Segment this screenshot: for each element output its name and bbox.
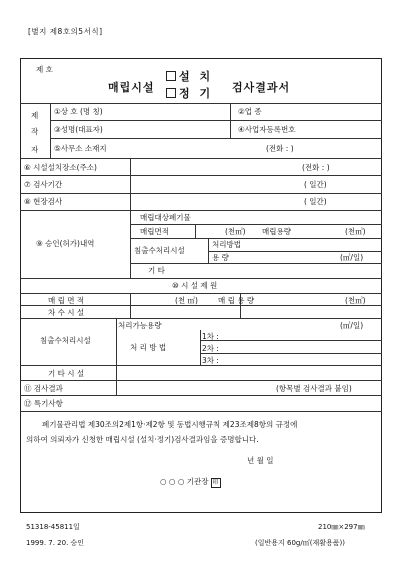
official-seal-icon: 印: [212, 479, 219, 486]
section-label-applicant-2: 작: [31, 127, 39, 136]
label-inspection-result-note: (항목별 검사결과 붙임): [276, 384, 352, 393]
issuer-signature: ○ ○ ○ 기관장 印: [160, 477, 219, 486]
field-inspection-period-days: ( 일간): [304, 180, 327, 189]
field-install-location-phone: (전화 : ): [302, 163, 330, 172]
form-label: [별지 제8호의5서식]: [28, 27, 103, 36]
label-treatable-unit: (㎥/일): [340, 321, 364, 330]
certification-date: 년 월 일: [247, 456, 274, 465]
field-business-type: ②업 종: [238, 107, 262, 116]
label-specs-area-unit: (천 ㎡): [175, 296, 198, 305]
form-title-suffix: 검사결과서: [232, 81, 291, 94]
footer-approval-date: 1999. 7. 20. 승인: [26, 539, 85, 547]
label-specs-area: 매 립 면 적: [48, 296, 85, 305]
label-inspection-result: ⑪ 검사결과: [24, 384, 63, 393]
section-label-applicant-1: 제: [31, 111, 39, 120]
label-specs-capacity-unit: (천㎥): [345, 296, 366, 305]
label-cover-facility: 차 수 시 설: [48, 308, 85, 317]
label-specs-leachate: 침출수처리시설: [40, 336, 91, 345]
label-treatable-capacity: 처리가능용량: [118, 321, 162, 330]
field-representative: ③성명(대표자): [54, 125, 103, 134]
regular-checkbox[interactable]: [166, 88, 176, 98]
label-specs-capacity: 매 립 용 량: [218, 296, 255, 305]
label-approval-leachate: 침출수처리시설: [134, 246, 185, 255]
label-approval-area-unit: (천㎡): [225, 227, 246, 236]
certification-text-2: 의하여 의뢰자가 신청한 매립시설 (설치·정기)검사결과임을 증명합니다.: [26, 435, 259, 444]
section-header-specs: ⑩ 시 설 제 원: [172, 281, 218, 290]
label-special-notes: ⑫ 특기사항: [24, 399, 63, 408]
field-office-address: ⑤사무소 소재지: [54, 144, 107, 153]
label-approval-area: 매립면적: [140, 227, 169, 236]
footer-paper-spec: (일반용지 60g/㎡(재활용품)): [255, 539, 345, 547]
field-site-inspection-days: ( 일간): [304, 197, 327, 206]
footer-paper-size: 210㎜×297㎜: [318, 523, 365, 531]
label-specs-treatment-method: 처 리 방 법: [130, 343, 167, 352]
field-install-location: ⑥ 시설설치장소(주소): [24, 163, 97, 172]
field-company-name: ①상 호 (명 칭): [54, 107, 103, 116]
certification-text-1: 폐기물관리법 제30조의2제1항·제2항 및 동법시행규칙 제23조제8항의 규정에: [42, 420, 298, 429]
field-business-reg-no: ④사업자등록번호: [238, 125, 296, 134]
label-approval-capacity-day-unit: (㎥/일): [340, 253, 364, 262]
section-label-applicant-3: 자: [31, 145, 39, 154]
field-site-inspection: ⑧ 현장검사: [24, 197, 63, 206]
field-office-phone: (전화 : ): [266, 144, 294, 153]
field-inspection-period: ⑦ 검사기간: [24, 180, 63, 189]
install-checkbox[interactable]: [166, 71, 176, 81]
label-stage-3: 3차 :: [202, 356, 219, 365]
label-stage-2: 2차 :: [202, 344, 219, 353]
label-approval-capacity-day: 용 량: [212, 253, 229, 262]
option-regular[interactable]: 정 기: [166, 88, 213, 99]
document-number-label: 제 호: [36, 65, 53, 74]
label-approval-other: 기 타: [148, 266, 165, 275]
label-waste-target: 매립대상폐기물: [140, 213, 191, 222]
label-stage-1: 1차 :: [202, 332, 219, 341]
footer-form-code: 51318-45811일: [26, 523, 80, 531]
option-install[interactable]: 설 치: [166, 71, 213, 82]
label-approval-treatment-method: 처리방법: [212, 240, 241, 249]
label-approval-capacity-unit: (천㎥): [345, 227, 366, 236]
label-approval-capacity: 매립용량: [262, 227, 291, 236]
field-approval-details: ⑨ 승인(허가)내역: [36, 239, 95, 248]
label-other-facility: 기 타 시 설: [48, 369, 85, 378]
form-title-prefix: 매립시설: [108, 81, 155, 94]
